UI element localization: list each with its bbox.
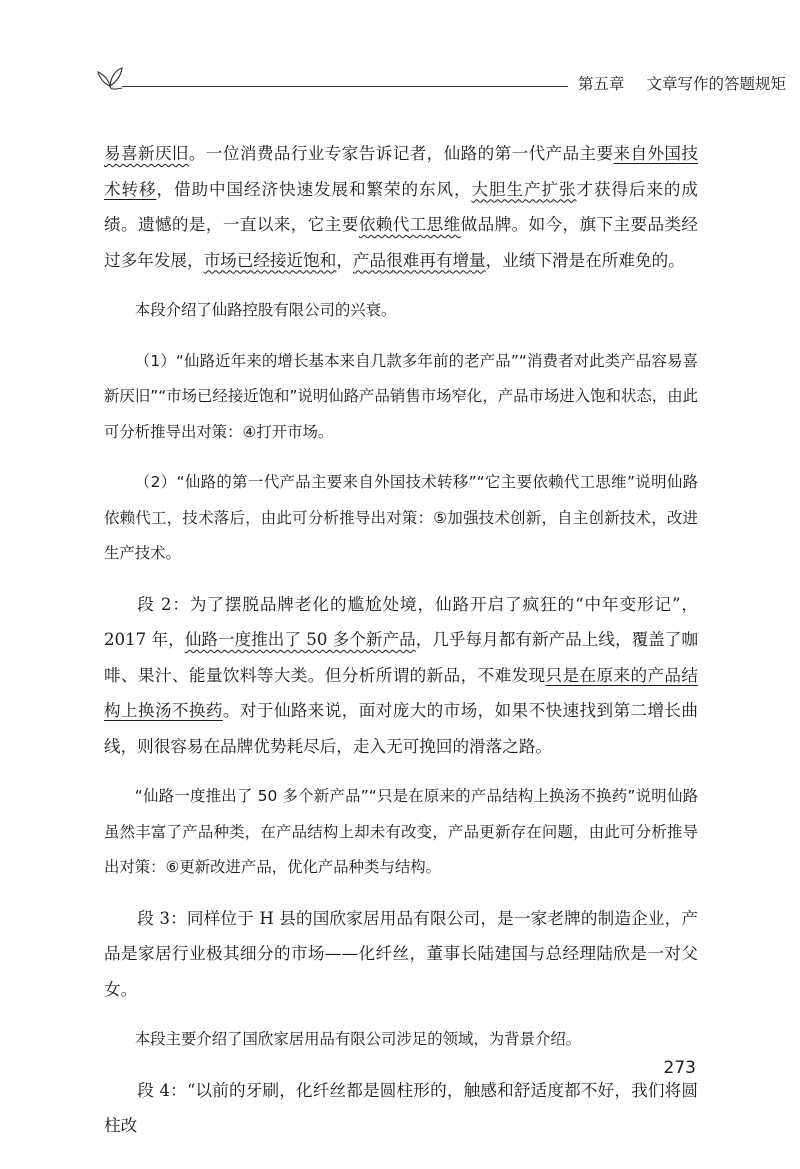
text-run: ， [336,250,353,270]
text-run: 。对于仙路来说，面对庞大的市场，如果不快速找到第二增长曲线，则很容易在品牌优势耗尽后，走入无可挽回的滑落之路。 [104,701,699,756]
text-run: ，业绩下滑是在所难免的。 [485,250,685,270]
text-run: 本段主要介绍了国欣家居用品有限公司涉足的领域，为背景介绍。 [134,1030,582,1048]
text-run: 段 4：“以前的牙刷，化纤丝都是圆柱形的，触感和舒适度都不好，我们将圆柱改 [104,1080,698,1135]
header-rule-left [122,86,568,87]
paragraph [104,136,698,278]
page-body [104,136,698,1159]
chapter-number: 第五章 [578,75,625,93]
leaf-ornament-icon [96,64,134,94]
marked-text: 来自外国技术转移 [104,144,699,199]
text-run: 段 2：为了摆脱品牌老化的尴尬处境，仙路开启了疯狂的“中年变形记”，2017 年， [104,594,698,649]
text-run: 本段介绍了仙路控股有限公司的兴衰。 [134,301,397,319]
analysis-note [104,293,698,329]
text-run: ，几乎每月都有新产品上线，覆盖了咖啡、果汁、能量饮料等大类。但分析所谓的新品，不难发现 [104,630,698,685]
paragraph [104,1073,698,1144]
paragraph [104,901,698,1008]
text-run: “仙路一度推出了 50 多个新产品”“只是在原来的产品结构上换汤不换药”说明仙路虽然丰富了产品种类，在产品结构上却未有改变，产品更新存在问题，由此可分析推导出对策：⑥更新改进产品，优化产品种类与结构。 [104,787,698,876]
marked-text: 仙路一度推出了 50 多个新产品 [184,630,416,649]
text-run: 做品牌。如今，旗下主要品类经过多年发展， [104,215,699,270]
text-run: ，借助中国经济快速发展和繁荣的东风， [156,179,472,199]
marked-text: 只是在原来的产品结构上换汤不换药 [104,665,699,720]
analysis-note [104,1022,698,1058]
running-header [96,62,790,98]
chapter-title: 文章写作的答题规矩 [646,75,787,93]
page-number: 273 [663,1058,696,1078]
analysis-note [104,779,698,886]
text-run: （1）“仙路近年来的增长基本来自几款多年前的老产品”“消费者对此类产品容易喜新厌旧”“市场已经接近饱和”说明仙路产品销售市场窄化，产品市场进入饱和状态，由此可分析推导出对策：④打开市场。 [104,351,698,441]
text-run: 。一位消费品行业专家告诉记者，仙路的第一代产品主要 [188,144,614,163]
text-run: 段 3：同样位于 H 县的国欣家居用品有限公司，是一家老牌的制造企业，产品是家居行业极其细分的市场——化纤丝，董事长陆建国与总经理陆欣是一对父女。 [104,908,698,999]
header-title [578,72,786,94]
marked-text: 易喜新厌旧 [104,144,189,163]
text-run: （2）“仙路的第一代产品主要来自外国技术转移”“它主要依赖代工思维”说明仙路依赖代工，技术落后，由此可分析推导出对策：⑤加强技术创新，自主创新技术，改进生产技术。 [104,473,698,562]
marked-text: 大胆生产扩张 [471,179,577,199]
text-run: 才获得后来的成绩。遗憾的是，一直以来，它主要 [104,179,699,234]
marked-text: 产品很难再有增量 [352,250,486,270]
paragraph [104,587,698,765]
analysis-note [104,344,698,451]
marked-text: 依赖代工思维 [358,215,461,234]
analysis-note [104,465,698,572]
marked-text: 市场已经接近饱和 [203,250,337,270]
